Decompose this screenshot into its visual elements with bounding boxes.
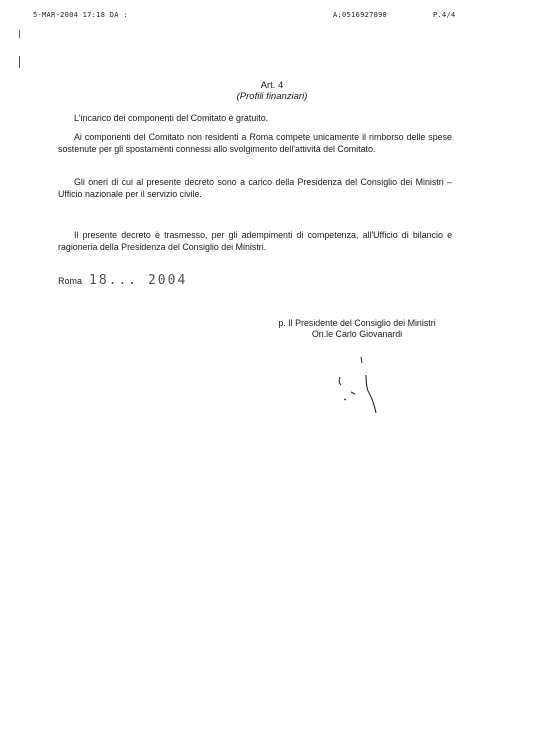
transmission-paragraph: Il presente decreto è trasmesso, per gli adempimenti di competenza, all'Ufficio di bilancio e ragioneria della Presidenza del Consiglio dei Ministri. xyxy=(58,230,452,252)
paragraph: Gli oneri di cui al presente decreto sono a carico della Presidenza del Consiglio dei Ministri – Ufficio nazionale per il servizio civile. xyxy=(58,177,452,199)
article-title: Art. 4 xyxy=(260,80,284,91)
signatory-block xyxy=(252,318,462,340)
article-subtitle: (Profili finanziari) xyxy=(236,91,308,102)
place-label: Roma xyxy=(58,276,83,286)
signatory-name: On.le Carlo Giovanardi xyxy=(311,329,403,339)
stamped-date: 18... 2004 xyxy=(89,273,188,288)
margin-mark xyxy=(19,56,20,68)
paragraph: Ai componenti del Comitato non residenti a Roma compete unicamente il rimborso delle spese sostenute per gli spostamenti connessi allo svolgimento dell'attività del Comitato. xyxy=(58,132,452,154)
signatory-title: p. Il Presidente del Consiglio dei Ministri xyxy=(278,318,436,328)
paragraph: L'incarico dei componenti del Comitato è gratuito. xyxy=(74,113,269,123)
margin-mark xyxy=(19,30,20,38)
handwritten-signature xyxy=(326,355,386,415)
fax-header-timestamp: 5-MAR-2004 17:18 DA : xyxy=(33,11,128,19)
fax-header-page: P.4/4 xyxy=(433,11,456,19)
fax-header-number: A:0516927898 xyxy=(333,11,388,19)
